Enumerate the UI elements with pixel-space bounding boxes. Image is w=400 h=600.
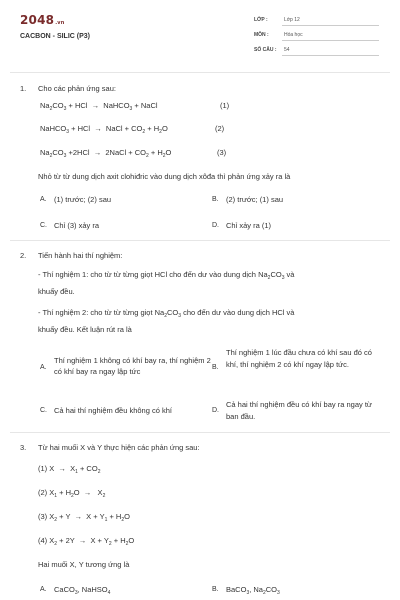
question-number: 2. bbox=[20, 251, 27, 260]
question-prompt: Nhỏ từ từ dung dịch axit clohiđric vào dung dịch xôđa thì phản ứng xảy ra là bbox=[38, 172, 291, 181]
experiment-1-line-1: - Thí nghiệm 1: cho từ từ từng giọt HCl cho đến dư vào dung dịch $Na_2CO_3$ và bbox=[38, 270, 295, 281]
header-divider bbox=[10, 72, 390, 73]
option-a[interactable]: CaCO$_3$, NaHSO$_4$ bbox=[54, 585, 111, 596]
question-stem: Tiến hành hai thí nghiệm: bbox=[38, 251, 123, 260]
option-d[interactable]: Cả hai thí nghiệm đều có khí bay ra ngay từ ban đầu. bbox=[226, 400, 372, 421]
option-letter: A. bbox=[40, 586, 47, 593]
option-letter: B. bbox=[212, 196, 219, 203]
reaction-3: (3) $X_2 + Y \to X + Y_1 + H_2O$ bbox=[38, 512, 130, 523]
question-divider bbox=[10, 432, 390, 433]
reaction-1: (1) $X \to X_1 + CO_2$ bbox=[38, 464, 101, 475]
reaction-3: $Na_2CO_3 +2HCl$ → 2NaCl + $CO_2 + H_2O$ bbox=[40, 148, 172, 159]
question-stem: Từ hai muối X và Y thực hiện các phản ứng sau: bbox=[38, 443, 200, 452]
reaction-2: NaHCO$_3$ + HCl → NaCl + $CO_2 + H_2O$ bbox=[40, 124, 168, 135]
option-b[interactable]: BaCO$_3$, $Na_2CO_3$ bbox=[226, 585, 280, 596]
worksheet-header bbox=[0, 0, 400, 66]
option-letter: A. bbox=[40, 196, 47, 203]
question-divider bbox=[10, 240, 390, 241]
question-prompt: Hai muối X, Y tương ứng là bbox=[38, 560, 130, 569]
meta-question-count: SỐ CÂU : 54 bbox=[254, 47, 379, 58]
worksheet-title: CACBON - SILIC (P3) bbox=[20, 33, 90, 40]
option-c[interactable]: Chỉ (3) xảy ra bbox=[54, 221, 100, 230]
option-letter: B. bbox=[212, 364, 219, 371]
option-a[interactable]: Thí nghiệm 1 không có khí bay ra, thí nghiệm 2 có khí bay ra ngay lập tức bbox=[54, 356, 211, 376]
option-a[interactable]: (1) trước; (2) sau bbox=[54, 195, 112, 204]
meta-subject: MÔN : Hóa học bbox=[254, 32, 379, 43]
experiment-2-line-1: - Thí nghiệm 2: cho từ từ từng giọt $Na_2CO_3$ cho đến dư vào dung dịch HCl và bbox=[38, 308, 295, 319]
reaction-tag: (3) bbox=[217, 148, 227, 157]
option-b[interactable]: (2) trước; (1) sau bbox=[226, 195, 284, 204]
reaction-tag: (1) bbox=[220, 101, 230, 110]
experiment-2-line-2: khuấy đều. Kết luận rút ra là bbox=[38, 325, 132, 334]
meta-class: LỚP : Lớp 12 bbox=[254, 17, 379, 28]
option-letter: D. bbox=[212, 222, 219, 229]
reaction-tag: (2) bbox=[215, 124, 225, 133]
option-letter: D. bbox=[212, 407, 219, 414]
reaction-1: $Na_2CO_3$ + HCl → NaHCO$_3$ + NaCl bbox=[40, 101, 158, 112]
option-letter: C. bbox=[40, 407, 47, 414]
site-logo[interactable]: 2048.vn bbox=[20, 13, 65, 27]
option-letter: C. bbox=[40, 222, 47, 229]
reaction-2: (2) $X_1 + H_2O \to X_2$ bbox=[38, 488, 106, 499]
question-stem: Cho các phản ứng sau: bbox=[38, 84, 116, 93]
reaction-4: (4) $X_2 + 2Y \to X + Y_2 + H_2O$ bbox=[38, 536, 135, 547]
option-letter: A. bbox=[40, 364, 47, 371]
question-number: 3. bbox=[20, 443, 27, 452]
option-b[interactable]: Thí nghiệm 1 lúc đầu chưa có khí sau đó có khí, thí nghiệm 2 có khí ngay lập tức. bbox=[226, 348, 372, 369]
experiment-1-line-2: khuấy đều. bbox=[38, 287, 75, 296]
question-number: 1. bbox=[20, 84, 27, 93]
option-c[interactable]: Cả hai thí nghiệm đều không có khí bbox=[54, 406, 172, 415]
option-d[interactable]: Chỉ xảy ra (1) bbox=[226, 221, 272, 230]
option-letter: B. bbox=[212, 586, 219, 593]
